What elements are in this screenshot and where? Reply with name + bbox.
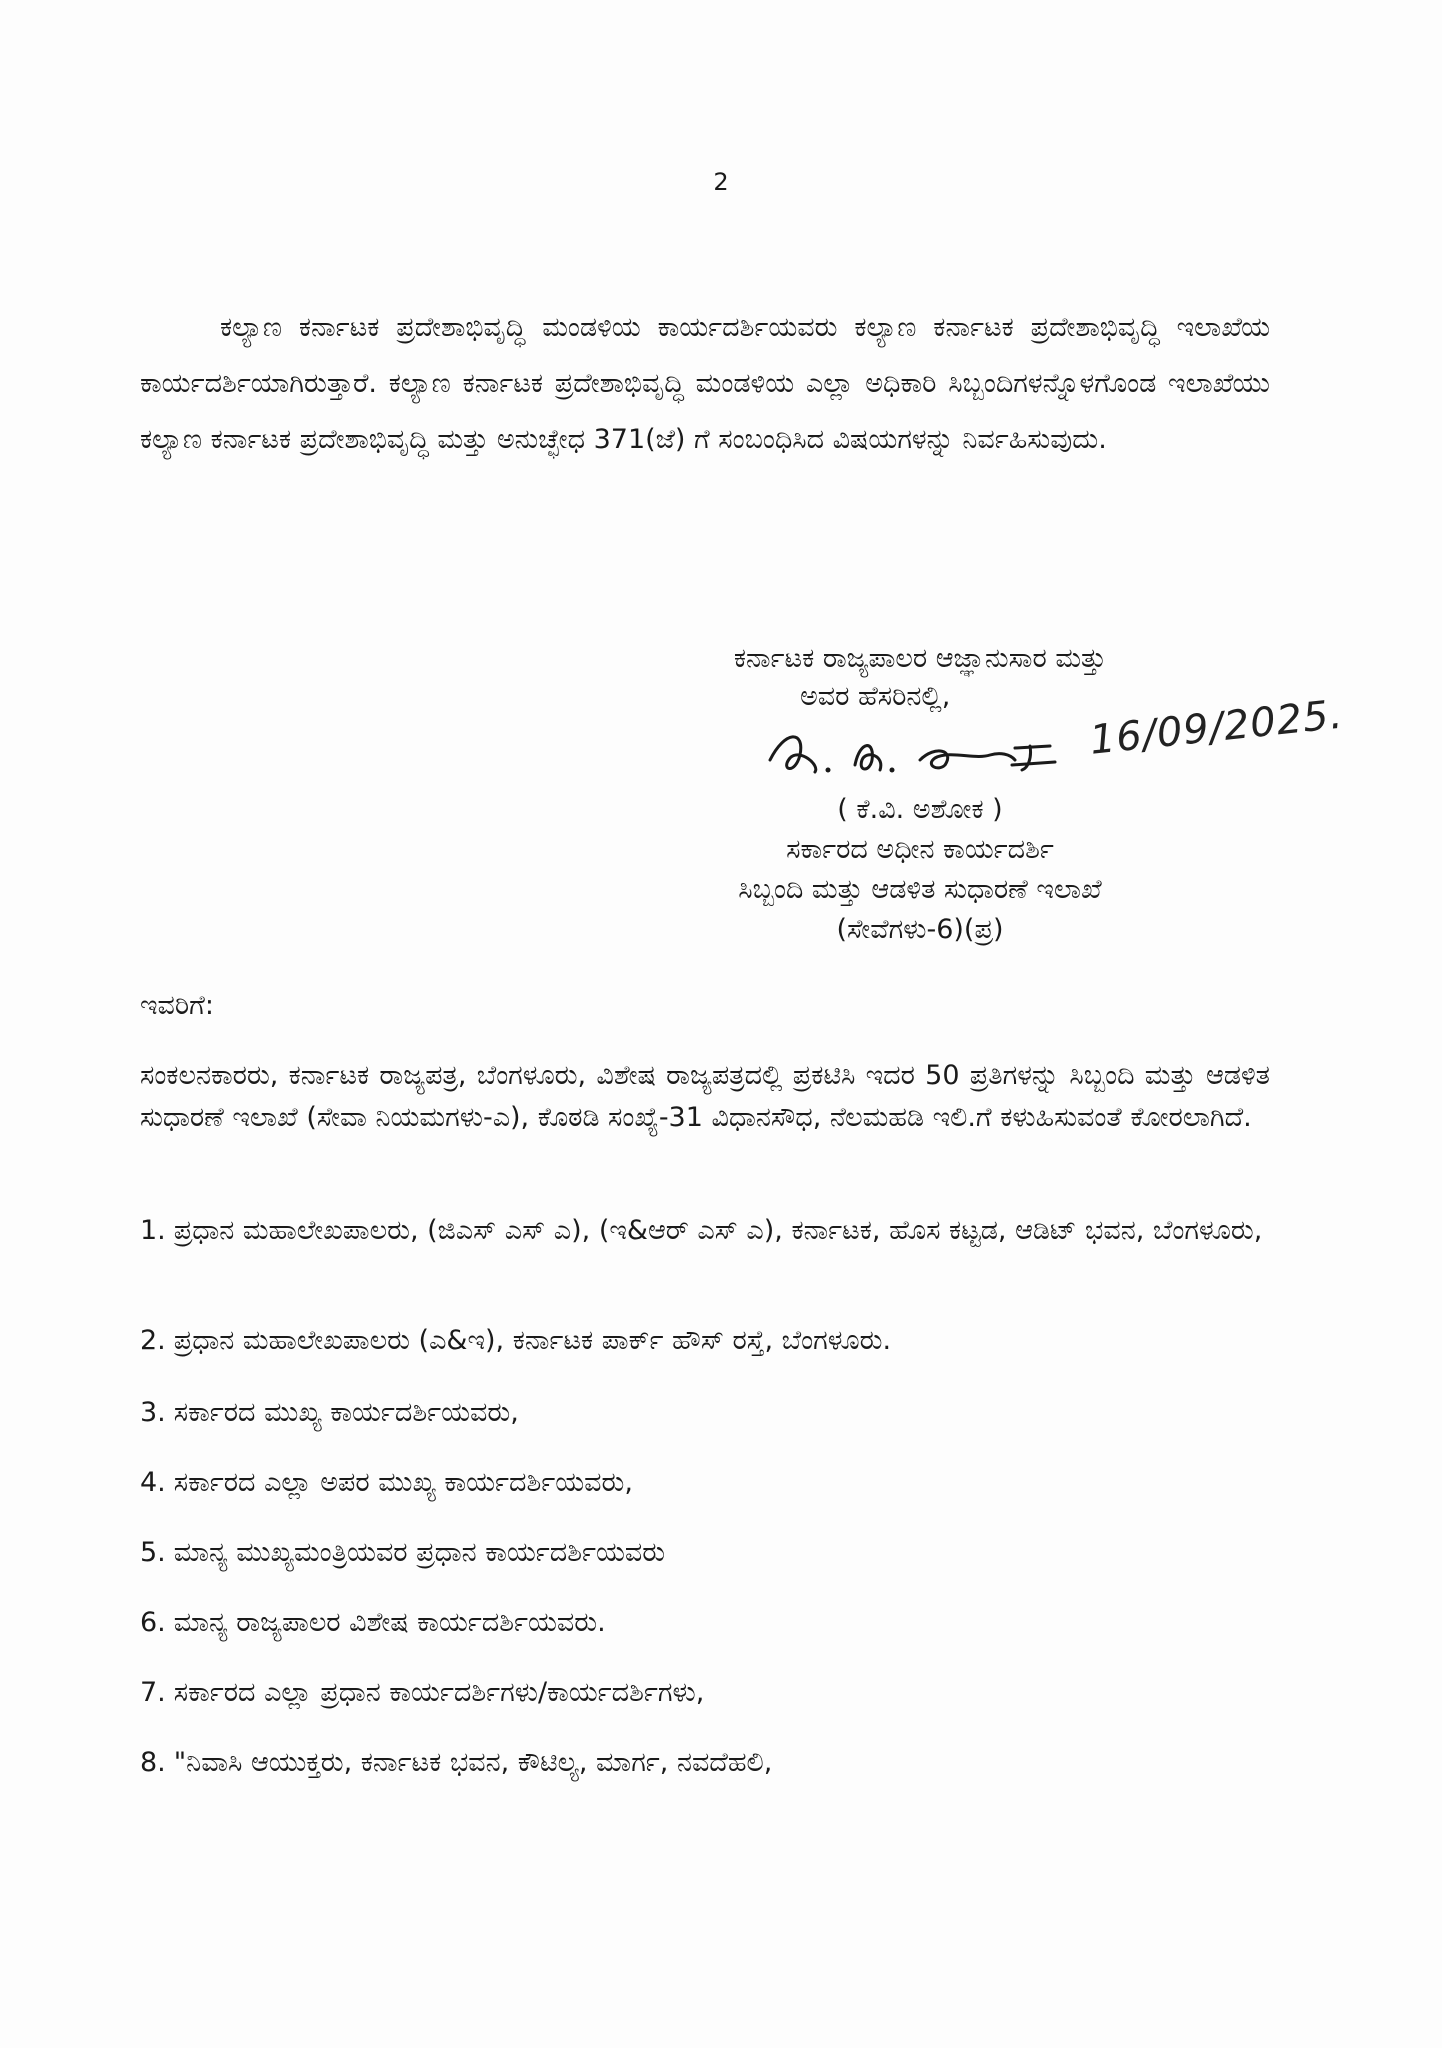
recipient-text: ಮಾನ್ಯ ಮುಖ್ಯಮಂತ್ರಿಯವರ ಪ್ರಧಾನ ಕಾರ್ಯದರ್ಶಿಯವರು	[173, 1537, 666, 1568]
recipient-number: 7.	[140, 1677, 166, 1708]
recipient-number: 1.	[140, 1215, 166, 1246]
officer-designation: ಸರ್ಕಾರದ ಅಧೀನ ಕಾರ್ಯದರ್ಶಿ	[786, 834, 1054, 865]
body-paragraph: ಕಲ್ಯಾಣ ಕರ್ನಾಟಕ ಪ್ರದೇಶಾಭಿವೃದ್ಧಿ ಮಂಡಳಿಯ ಕಾರ್ಯದರ್ಶಿಯವರು ಕಲ್ಯಾಣ ಕರ್ನಾಟಕ ಪ್ರದೇಶಾಭಿವೃದ್ಧಿ ಇಲಾಖೆಯ ಕಾರ್ಯದರ್ಶಿಯಾಗಿರುತ್ತಾರೆ. ಕಲ್ಯಾಣ ಕರ್ನಾಟಕ ಪ್ರದೇಶಾಭಿವೃದ್ಧಿ ಮಂಡಳಿಯ ಎಲ್ಲಾ ಅಧಿಕಾರಿ ಸಿಬ್ಬಂದಿಗಳನ್ನೊಳಗೊಂಡ ಇಲಾಖೆಯು ಕಲ್ಯಾಣ ಕರ್ನಾಟಕ ಪ್ರದೇಶಾಭಿವೃದ್ಧಿ ಮತ್ತು ಅನುಚ್ಛೇಧ 371(ಜೆ) ಗೆ ಸಂಬಂಧಿಸಿದ ವಿಷಯಗಳನ್ನು ನಿರ್ವಹಿಸುವುದು.	[140, 312, 1270, 455]
recipient-text: ಸರ್ಕಾರದ ಮುಖ್ಯ ಕಾರ್ಯದರ್ಶಿಯವರು,	[173, 1397, 519, 1428]
handwritten-signature	[760, 710, 1100, 790]
recipient-text: ಪ್ರಧಾನ ಮಹಾಲೇಖಪಾಲರು, (ಜಿಎಸ್ ಎಸ್ ಎ), (ಇ&ಆರ್ ಎಸ್ ಎ), ಕರ್ನಾಟಕ, ಹೊಸ ಕಟ್ಟಡ, ಆಡಿಟ್ ಭವನ, ಬೆಂಗಳೂರು,	[173, 1215, 1263, 1246]
officer-name: ( ಕೆ.ವಿ. ಅಶೋಕ )	[837, 794, 1003, 825]
recipient-item	[140, 1392, 1270, 1434]
recipient-number: 5.	[140, 1537, 166, 1568]
authority-statement	[560, 640, 1280, 716]
recipient-item	[140, 1462, 1270, 1504]
recipient-item	[140, 1742, 1270, 1784]
recipient-item	[140, 1210, 1270, 1252]
recipient-item	[140, 1532, 1270, 1574]
recipient-text: "ನಿವಾಸಿ ಆಯುಕ್ತರು, ಕರ್ನಾಟಕ ಭವನ, ಕೌಟಿಲ್ಯ, ಮಾರ್ಗ, ನವದೆಹಲಿ,	[173, 1747, 773, 1778]
recipient-item	[140, 1320, 1270, 1362]
recipient-text: ಪ್ರಧಾನ ಮಹಾಲೇಖಪಾಲರು (ಎ&ಇ), ಕರ್ನಾಟಕ ಪಾರ್ಕ್ ಹೌಸ್ ರಸ್ತೆ, ಬೆಂಗಳೂರು.	[173, 1325, 892, 1356]
recipient-number: 8.	[140, 1747, 166, 1778]
officer-section: (ಸೇವೆಗಳು-6)(ಪ್ರ)	[836, 914, 1004, 945]
officer-block	[640, 790, 1200, 950]
recipient-number: 4.	[140, 1467, 166, 1498]
page-number: 2	[713, 168, 729, 196]
recipient-item	[140, 1672, 1270, 1714]
recipient-item	[140, 1602, 1270, 1644]
authority-line-2: ಅವರ ಹೆಸರಿನಲ್ಲಿ,	[800, 681, 951, 712]
recipient-number: 6.	[140, 1607, 166, 1638]
recipient-number: 2.	[140, 1325, 166, 1356]
recipient-number: 3.	[140, 1397, 166, 1428]
recipient-text: ಮಾನ್ಯ ರಾಜ್ಯಪಾಲರ ವಿಶೇಷ ಕಾರ್ಯದರ್ಶಿಯವರು.	[173, 1607, 606, 1638]
recipient-text: ಸರ್ಕಾರದ ಎಲ್ಲಾ ಪ್ರಧಾನ ಕಾರ್ಯದರ್ಶಿಗಳು/ಕಾರ್ಯದರ್ಶಿಗಳು,	[173, 1677, 705, 1708]
compiler-paragraph: ಸಂಕಲನಕಾರರು, ಕರ್ನಾಟಕ ರಾಜ್ಯಪತ್ರ, ಬೆಂಗಳೂರು, ವಿಶೇಷ ರಾಜ್ಯಪತ್ರದಲ್ಲಿ ಪ್ರಕಟಿಸಿ ಇದರ 50 ಪ್ರತಿಗಳನ್ನು ಸಿಬ್ಬಂದಿ ಮತ್ತು ಆಡಳಿತ ಸುಧಾರಣೆ ಇಲಾಖೆ (ಸೇವಾ ನಿಯಮಗಳು-ಎ), ಕೊಠಡಿ ಸಂಖ್ಯೆ-31 ವಿಧಾನಸೌಧ, ನೆಲಮಹಡಿ ಇಲಿ.ಗೆ ಕಳುಹಿಸುವಂತೆ ಕೋರಲಾಗಿದೆ.	[140, 1060, 1270, 1133]
recipient-text: ಸರ್ಕಾರದ ಎಲ್ಲಾ ಅಪರ ಮುಖ್ಯ ಕಾರ್ಯದರ್ಶಿಯವರು,	[173, 1467, 633, 1498]
officer-department: ಸಿಬ್ಬಂದಿ ಮತ್ತು ಆಡಳಿತ ಸುಧಾರಣೆ ಇಲಾಖೆ	[738, 874, 1102, 905]
to-label: ಇವರಿಗೆ:	[140, 990, 214, 1021]
authority-line-1: ಕರ್ನಾಟಕ ರಾಜ್ಯಪಾಲರ ಆಜ್ಞಾನುಸಾರ ಮತ್ತು	[733, 643, 1107, 674]
handwritten-date: 16/09/2025.	[1087, 691, 1346, 764]
